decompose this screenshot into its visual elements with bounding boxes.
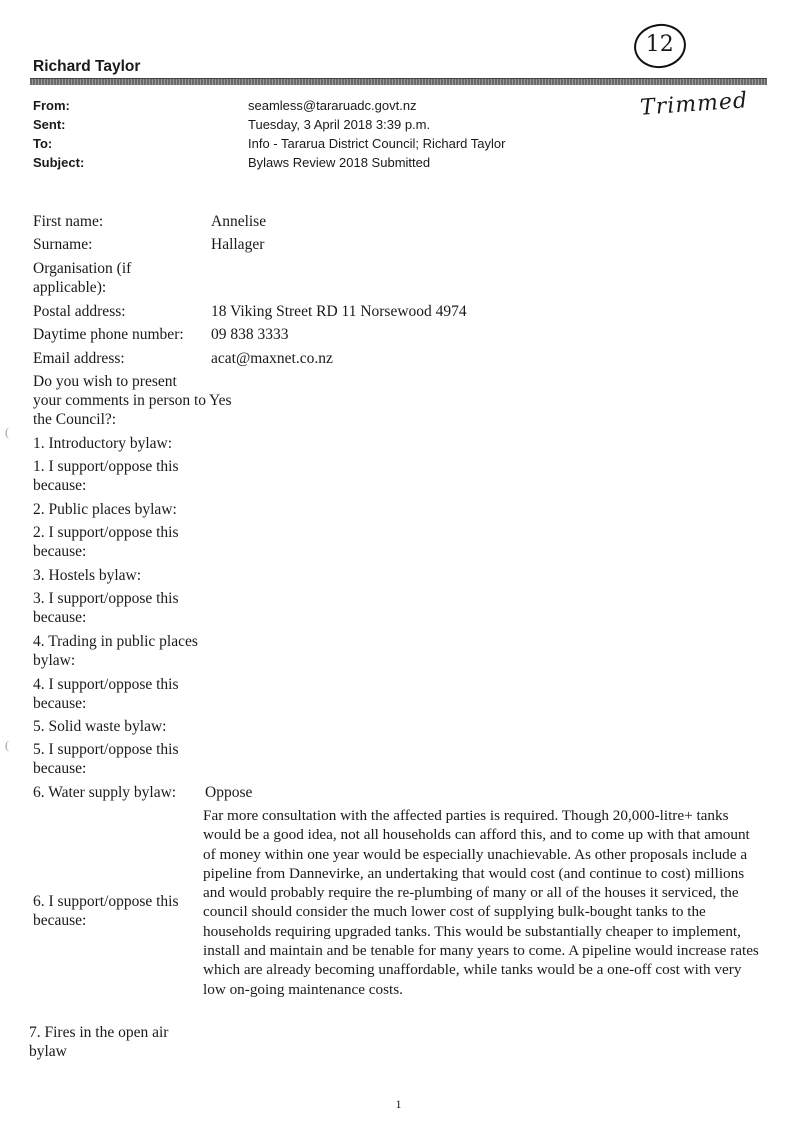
field-q2-response-label: 2. I support/oppose this because: — [33, 524, 179, 560]
field-q4-label: 4. Trading in public places bylaw: — [33, 633, 198, 669]
header-to-label: To: — [33, 136, 53, 151]
field-organisation-label: Organisation (if applicable): — [33, 260, 132, 296]
field-q6-response-value: Far more consultation with the affected parties is required. Though 20,000-litre+ tanks would be a good idea, not all households can afford this, and to come up with that amount of money within one year would be especially unachievable. As other proposals include a pipeline from Dannevirke, an undertaking that would cost (and continue to cost) millions and would probably require the re-plumbing of many or all of the houses it serviced, the council should consider the much lower cost of supplying bulk-bought tanks to the households requiring upgraded tanks. This would be substantially cheaper to implement, install and maintain and be tenable for many years to come. A pipeline would increase rates which are already becoming unaffordable, while tanks would be a one-off cost with very low on-going maintenance costs. — [203, 807, 759, 998]
field-email-value: acat@maxnet.co.nz — [211, 350, 333, 367]
header-from-label: From: — [33, 98, 70, 113]
header-to-value: Info - Tararua District Council; Richard Taylor — [248, 136, 506, 151]
header-sent-value: Tuesday, 3 April 2018 3:39 p.m. — [248, 117, 431, 132]
field-postal-address-label: Postal address: — [33, 303, 126, 320]
field-q1-label: 1. Introductory bylaw: — [33, 435, 173, 452]
margin-scan-mark: ( — [5, 425, 9, 439]
field-q3-label: 3. Hostels bylaw: — [33, 567, 142, 584]
header-from-value: seamless@tararuadc.govt.nz — [248, 98, 417, 113]
header-subject-label: Subject: — [33, 155, 85, 170]
header-sent-label: Sent: — [33, 117, 66, 132]
field-q2-label: 2. Public places bylaw: — [33, 501, 177, 518]
margin-scan-mark: ( — [5, 738, 9, 752]
field-present-label: Do you wish to present your comments in person to the Council?: — [33, 373, 207, 428]
field-surname-label: Surname: — [33, 236, 93, 253]
circled-number-annotation — [631, 21, 689, 72]
page-title: Richard Taylor — [33, 58, 141, 75]
field-phone-label: Daytime phone number: — [33, 326, 184, 343]
page-number: 1 — [395, 1097, 402, 1111]
field-first-name-label: First name: — [33, 213, 104, 230]
field-q3-response-label: 3. I support/oppose this because: — [33, 590, 179, 626]
handwritten-note: Trimmed — [639, 88, 749, 121]
field-email-label: Email address: — [33, 350, 125, 367]
field-present-value: Yes — [209, 392, 232, 409]
circled-number-text: 12 — [645, 32, 674, 58]
field-q1-response-label: 1. I support/oppose this because: — [33, 458, 179, 494]
field-q5-response-label: 5. I support/oppose this because: — [33, 741, 179, 777]
field-surname-value: Hallager — [211, 236, 265, 253]
field-phone-value: 09 838 3333 — [211, 326, 289, 343]
field-q6-label: 6. Water supply bylaw: — [33, 784, 177, 801]
field-q6-response-label: 6. I support/oppose this because: — [33, 893, 179, 929]
field-q7-label: 7. Fires in the open air bylaw — [29, 1024, 169, 1060]
field-postal-address-value: 18 Viking Street RD 11 Norsewood 4974 — [211, 303, 467, 320]
field-q4-response-label: 4. I support/oppose this because: — [33, 676, 179, 712]
header-divider — [30, 78, 767, 85]
field-q6-value: Oppose — [205, 784, 253, 801]
field-q5-label: 5. Solid waste bylaw: — [33, 718, 167, 735]
field-first-name-value: Annelise — [211, 213, 267, 230]
header-subject-value: Bylaws Review 2018 Submitted — [248, 155, 431, 170]
